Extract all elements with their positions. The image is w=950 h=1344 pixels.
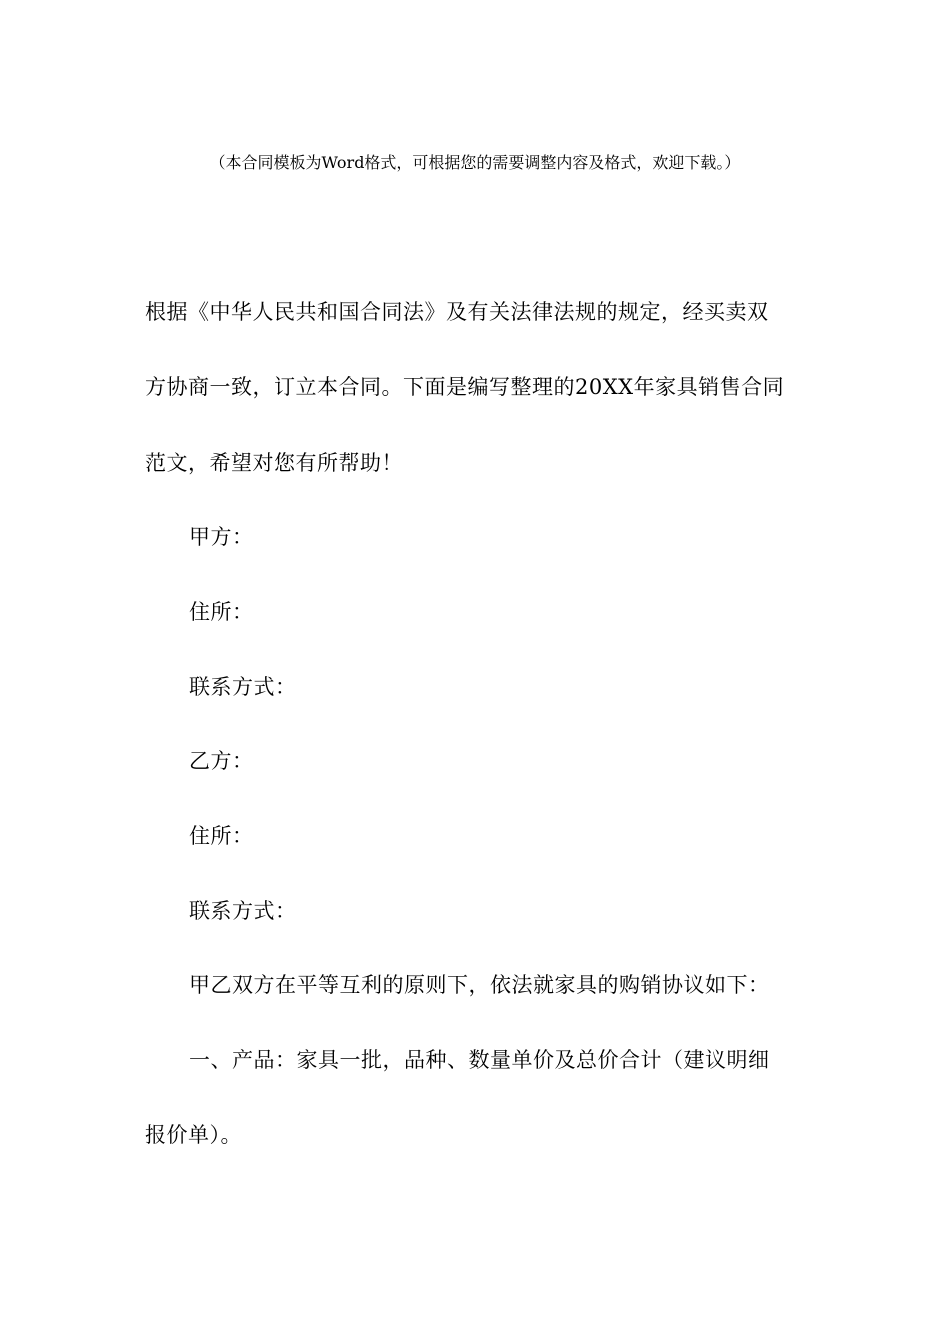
party-b-contact: 联系方式： bbox=[189, 899, 297, 923]
intro-line-3: 范文，希望对您有所帮助！ bbox=[145, 451, 403, 475]
template-note: （本合同模板为Word格式，可根据您的需要调整内容及格式，欢迎下载。） bbox=[209, 153, 741, 172]
party-b-address: 住所： bbox=[189, 824, 254, 848]
agreement-line: 甲乙双方在平等互利的原则下，依法就家具的购销协议如下： bbox=[189, 973, 770, 997]
party-b-label: 乙方： bbox=[189, 749, 254, 773]
clause-1-line-2: 报价单）。 bbox=[145, 1123, 242, 1147]
party-a-contact: 联系方式： bbox=[189, 675, 297, 699]
intro-line-2: 方协商一致，订立本合同。下面是编写整理的20XX年家具销售合同 bbox=[145, 375, 785, 399]
intro-line-1: 根据《中华人民共和国合同法》及有关法律法规的规定，经买卖双 bbox=[145, 300, 769, 324]
party-a-address: 住所： bbox=[189, 600, 254, 624]
clause-1-line-1: 一、产品：家具一批，品种、数量单价及总价合计（建议明细 bbox=[189, 1048, 770, 1072]
party-a-label: 甲方： bbox=[189, 525, 254, 549]
